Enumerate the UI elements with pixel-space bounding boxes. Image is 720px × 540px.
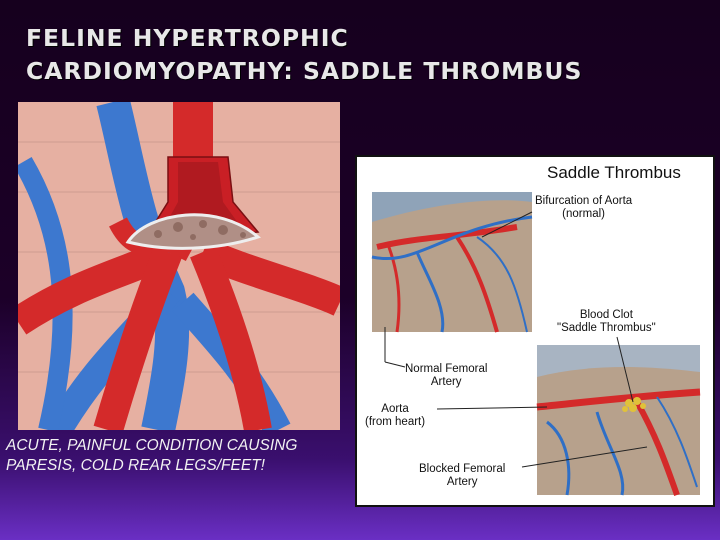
label-normal-femoral: Normal Femoral Artery — [405, 363, 488, 388]
saddle-thrombus-diagram — [355, 155, 715, 507]
diagram-title: Saddle Thrombus — [547, 163, 681, 182]
label-bifurcation: Bifurcation of Aorta (normal) — [535, 195, 633, 220]
aorta-illustration — [18, 102, 340, 430]
label-aorta: Aorta (from heart) — [365, 403, 426, 428]
slide-title: FELINE HYPERTROPHIC CARDIOMYOPATHY: SADDLE THROMBUS — [26, 24, 583, 85]
slide-caption: ACUTE, PAINFUL CONDITION CAUSING PARESIS, COLD REAR LEGS/FEET! — [6, 437, 298, 474]
label-blood-clot: Blood Clot "Saddle Thrombus" — [557, 309, 656, 334]
label-blocked-femoral: Blocked Femoral Artery — [419, 463, 506, 488]
